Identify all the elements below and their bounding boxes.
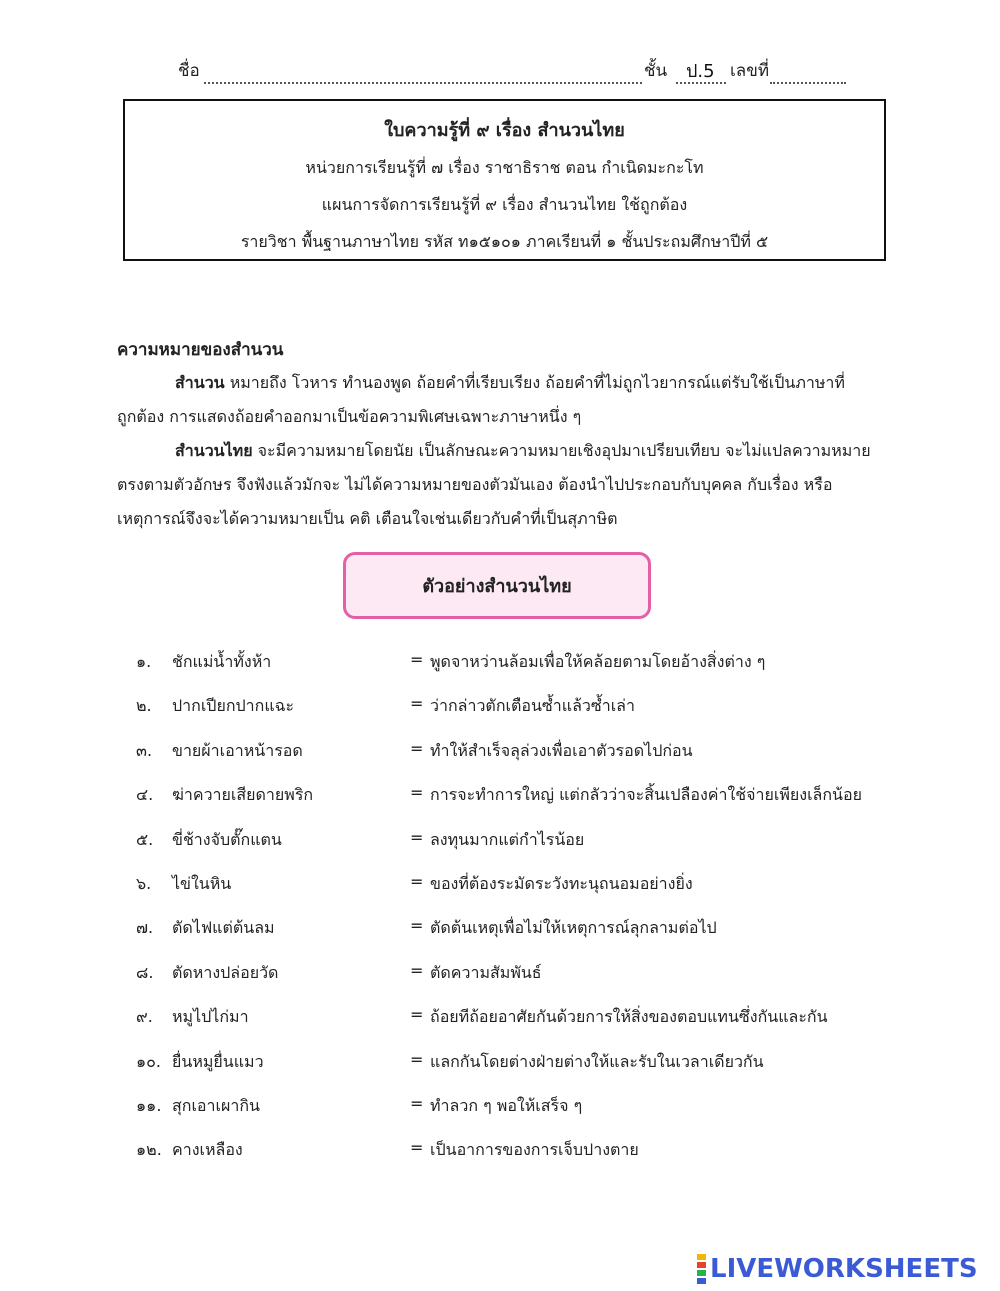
name-field[interactable] (204, 82, 642, 84)
idiom-text: ยื่นหมูยื่นแมว (172, 1052, 264, 1071)
meaning-text: พูดจาหว่านล้อมเพื่อให้คล้อยตามโดยอ้างสิ่งต่าง ๆ (430, 652, 766, 671)
paragraph-2-line-2: ตรงตามตัวอักษร จึงฟังแล้วมักจะ ไม่ได้ความหมายของตัวมันเอง ต้องนำไปประกอบกับบุคคล กับเรื่อง หรือ (117, 475, 833, 494)
logo-mark-icon (697, 1253, 706, 1285)
idiom-text: ปากเปียกปากแฉะ (172, 696, 295, 715)
idiom-text: ไข่ในหิน (172, 874, 232, 893)
p1-line1-text: หมายถึง โวหาร ทำนองพูด ถ้อยคำที่เรียบเรียง ถ้อยคำที่ไม่ถูกไวยากรณ์แต่รับใช้เป็นภาษาที่ (224, 373, 845, 392)
meaning-text: เป็นอาการของการเจ็บปางตาย (430, 1140, 639, 1159)
example-number: ๑๑. (136, 1096, 162, 1115)
meaning-text: ทำให้สำเร็จลุล่วงเพื่อเอาตัวรอดไปก่อน (430, 741, 693, 760)
equals-sign: = (410, 694, 424, 713)
meaning-text: ถ้อยทีถ้อยอาศัยกันด้วยการให้สิ่งของตอบแทนซึ่งกันและกัน (430, 1007, 828, 1026)
class-value: ป.5 (686, 61, 715, 82)
equals-sign: = (410, 916, 424, 935)
equals-sign: = (410, 872, 424, 891)
example-number: ๗. (136, 918, 154, 937)
example-row (136, 694, 896, 724)
paragraph-2-line-1 (117, 434, 882, 468)
logo-text: LIVEWORKSHEETS (710, 1254, 978, 1284)
equals-sign: = (410, 783, 424, 802)
idiom-text: ฆ่าควายเสียดายพริก (172, 785, 314, 804)
equals-sign: = (410, 1094, 424, 1113)
student-info-line (178, 58, 858, 88)
example-number: ๘. (136, 963, 154, 982)
example-number: ๔. (136, 785, 154, 804)
meaning-text: ตัดความสัมพันธ์ (430, 963, 542, 982)
plan-line: แผนการจัดการเรียนรู้ที่ ๙ เรื่อง สำนวนไทย ใช้ถูกต้อง (321, 195, 688, 214)
idiom-text: สุกเอาเผากิน (172, 1096, 260, 1115)
info-box (123, 99, 886, 261)
section-title: ความหมายของสำนวน (117, 340, 284, 360)
example-number: ๕. (136, 830, 154, 849)
equals-sign: = (410, 1050, 424, 1069)
example-row (136, 961, 896, 991)
term-samnuan: สำนวน (175, 373, 225, 392)
example-row (136, 916, 896, 946)
idiom-text: ตัดไฟแต่ต้นลม (172, 918, 275, 937)
worksheet-title: ใบความรู้ที่ ๙ เรื่อง สำนวนไทย (384, 120, 625, 141)
meaning-text: แลกกันโดยต่างฝ่ายต่างให้และรับในเวลาเดียวกัน (430, 1052, 764, 1071)
meaning-text: การจะทำการใหญ่ แต่กลัวว่าจะสิ้นเปลืองค่าใช้จ่ายเพียงเล็กน้อย (430, 785, 862, 804)
example-row (136, 1094, 896, 1124)
example-row (136, 872, 896, 902)
example-row (136, 828, 896, 858)
equals-sign: = (410, 1005, 424, 1024)
paragraph-1-line-1 (117, 366, 882, 400)
idiom-text: ชักแม่น้ำทั้งห้า (172, 652, 272, 671)
number-label: เลขที่ (730, 61, 770, 81)
course-line: รายวิชา พื้นฐานภาษาไทย รหัส ท๑๕๑๐๑ ภาคเรียนที่ ๑ ชั้นประถมศึกษาปีที่ ๕ (240, 232, 769, 251)
example-number: ๒. (136, 696, 152, 715)
paragraph-1-line-2: ถูกต้อง การแสดงถ้อยคำออกมาเป็นข้อความพิเศษเฉพาะภาษาหนึ่ง ๆ (117, 407, 582, 426)
examples-heading-box (343, 552, 651, 619)
meaning-text: ลงทุนมากแต่กำไรน้อย (430, 830, 585, 849)
example-number: ๙. (136, 1007, 153, 1026)
example-number: ๖. (136, 874, 152, 893)
idiom-text: คางเหลือง (172, 1140, 243, 1159)
example-number: ๑๒. (136, 1140, 162, 1159)
idiom-text: หมูไปไก่มา (172, 1007, 249, 1026)
equals-sign: = (410, 828, 424, 847)
example-number: ๓. (136, 741, 153, 760)
meaning-text: ของที่ต้องระมัดระวังทะนุถนอมอย่างยิ่ง (430, 874, 693, 893)
example-row (136, 1138, 896, 1168)
example-number: ๑. (136, 652, 152, 671)
number-field[interactable] (770, 82, 846, 84)
meaning-text: ทำลวก ๆ พอให้เสร็จ ๆ (430, 1096, 583, 1115)
name-label: ชื่อ (178, 61, 200, 81)
equals-sign: = (410, 1138, 424, 1157)
examples-heading: ตัวอย่างสำนวนไทย (422, 576, 572, 597)
idiom-text: ตัดหางปล่อยวัด (172, 963, 279, 982)
unit-line: หน่วยการเรียนรู้ที่ ๗ เรื่อง ราชาธิราช ตอน กำเนิดมะกะโท (305, 158, 704, 177)
example-row (136, 1005, 896, 1035)
term-samnuan-thai: สำนวนไทย (175, 441, 253, 460)
example-row (136, 739, 896, 769)
class-label: ชั้น (644, 61, 668, 81)
meaning-text: ตัดต้นเหตุเพื่อไม่ให้เหตุการณ์ลุกลามต่อไป (430, 918, 717, 937)
paragraph-2-line-3: เหตุการณ์จึงจะได้ความหมายเป็น คติ เตือนใจเช่นเดียวกับคำที่เป็นสุภาษิต (117, 509, 618, 528)
p2-line1-text: จะมีความหมายโดยนัย เป็นลักษณะความหมายเชิงอุปมาเปรียบเทียบ จะไม่แปลความหมาย (252, 441, 871, 460)
equals-sign: = (410, 961, 424, 980)
example-row (136, 650, 896, 680)
example-row (136, 1050, 896, 1080)
meaning-text: ว่ากล่าวตักเตือนซ้ำแล้วซ้ำเล่า (430, 696, 635, 715)
equals-sign: = (410, 650, 424, 669)
idiom-text: ขี่ช้างจับตั๊กแตน (172, 830, 282, 849)
equals-sign: = (410, 739, 424, 758)
example-number: ๑๐. (136, 1052, 162, 1071)
idiom-text: ขายผ้าเอาหน้ารอด (172, 741, 303, 760)
example-row (136, 783, 896, 813)
liveworksheets-logo (697, 1254, 978, 1284)
